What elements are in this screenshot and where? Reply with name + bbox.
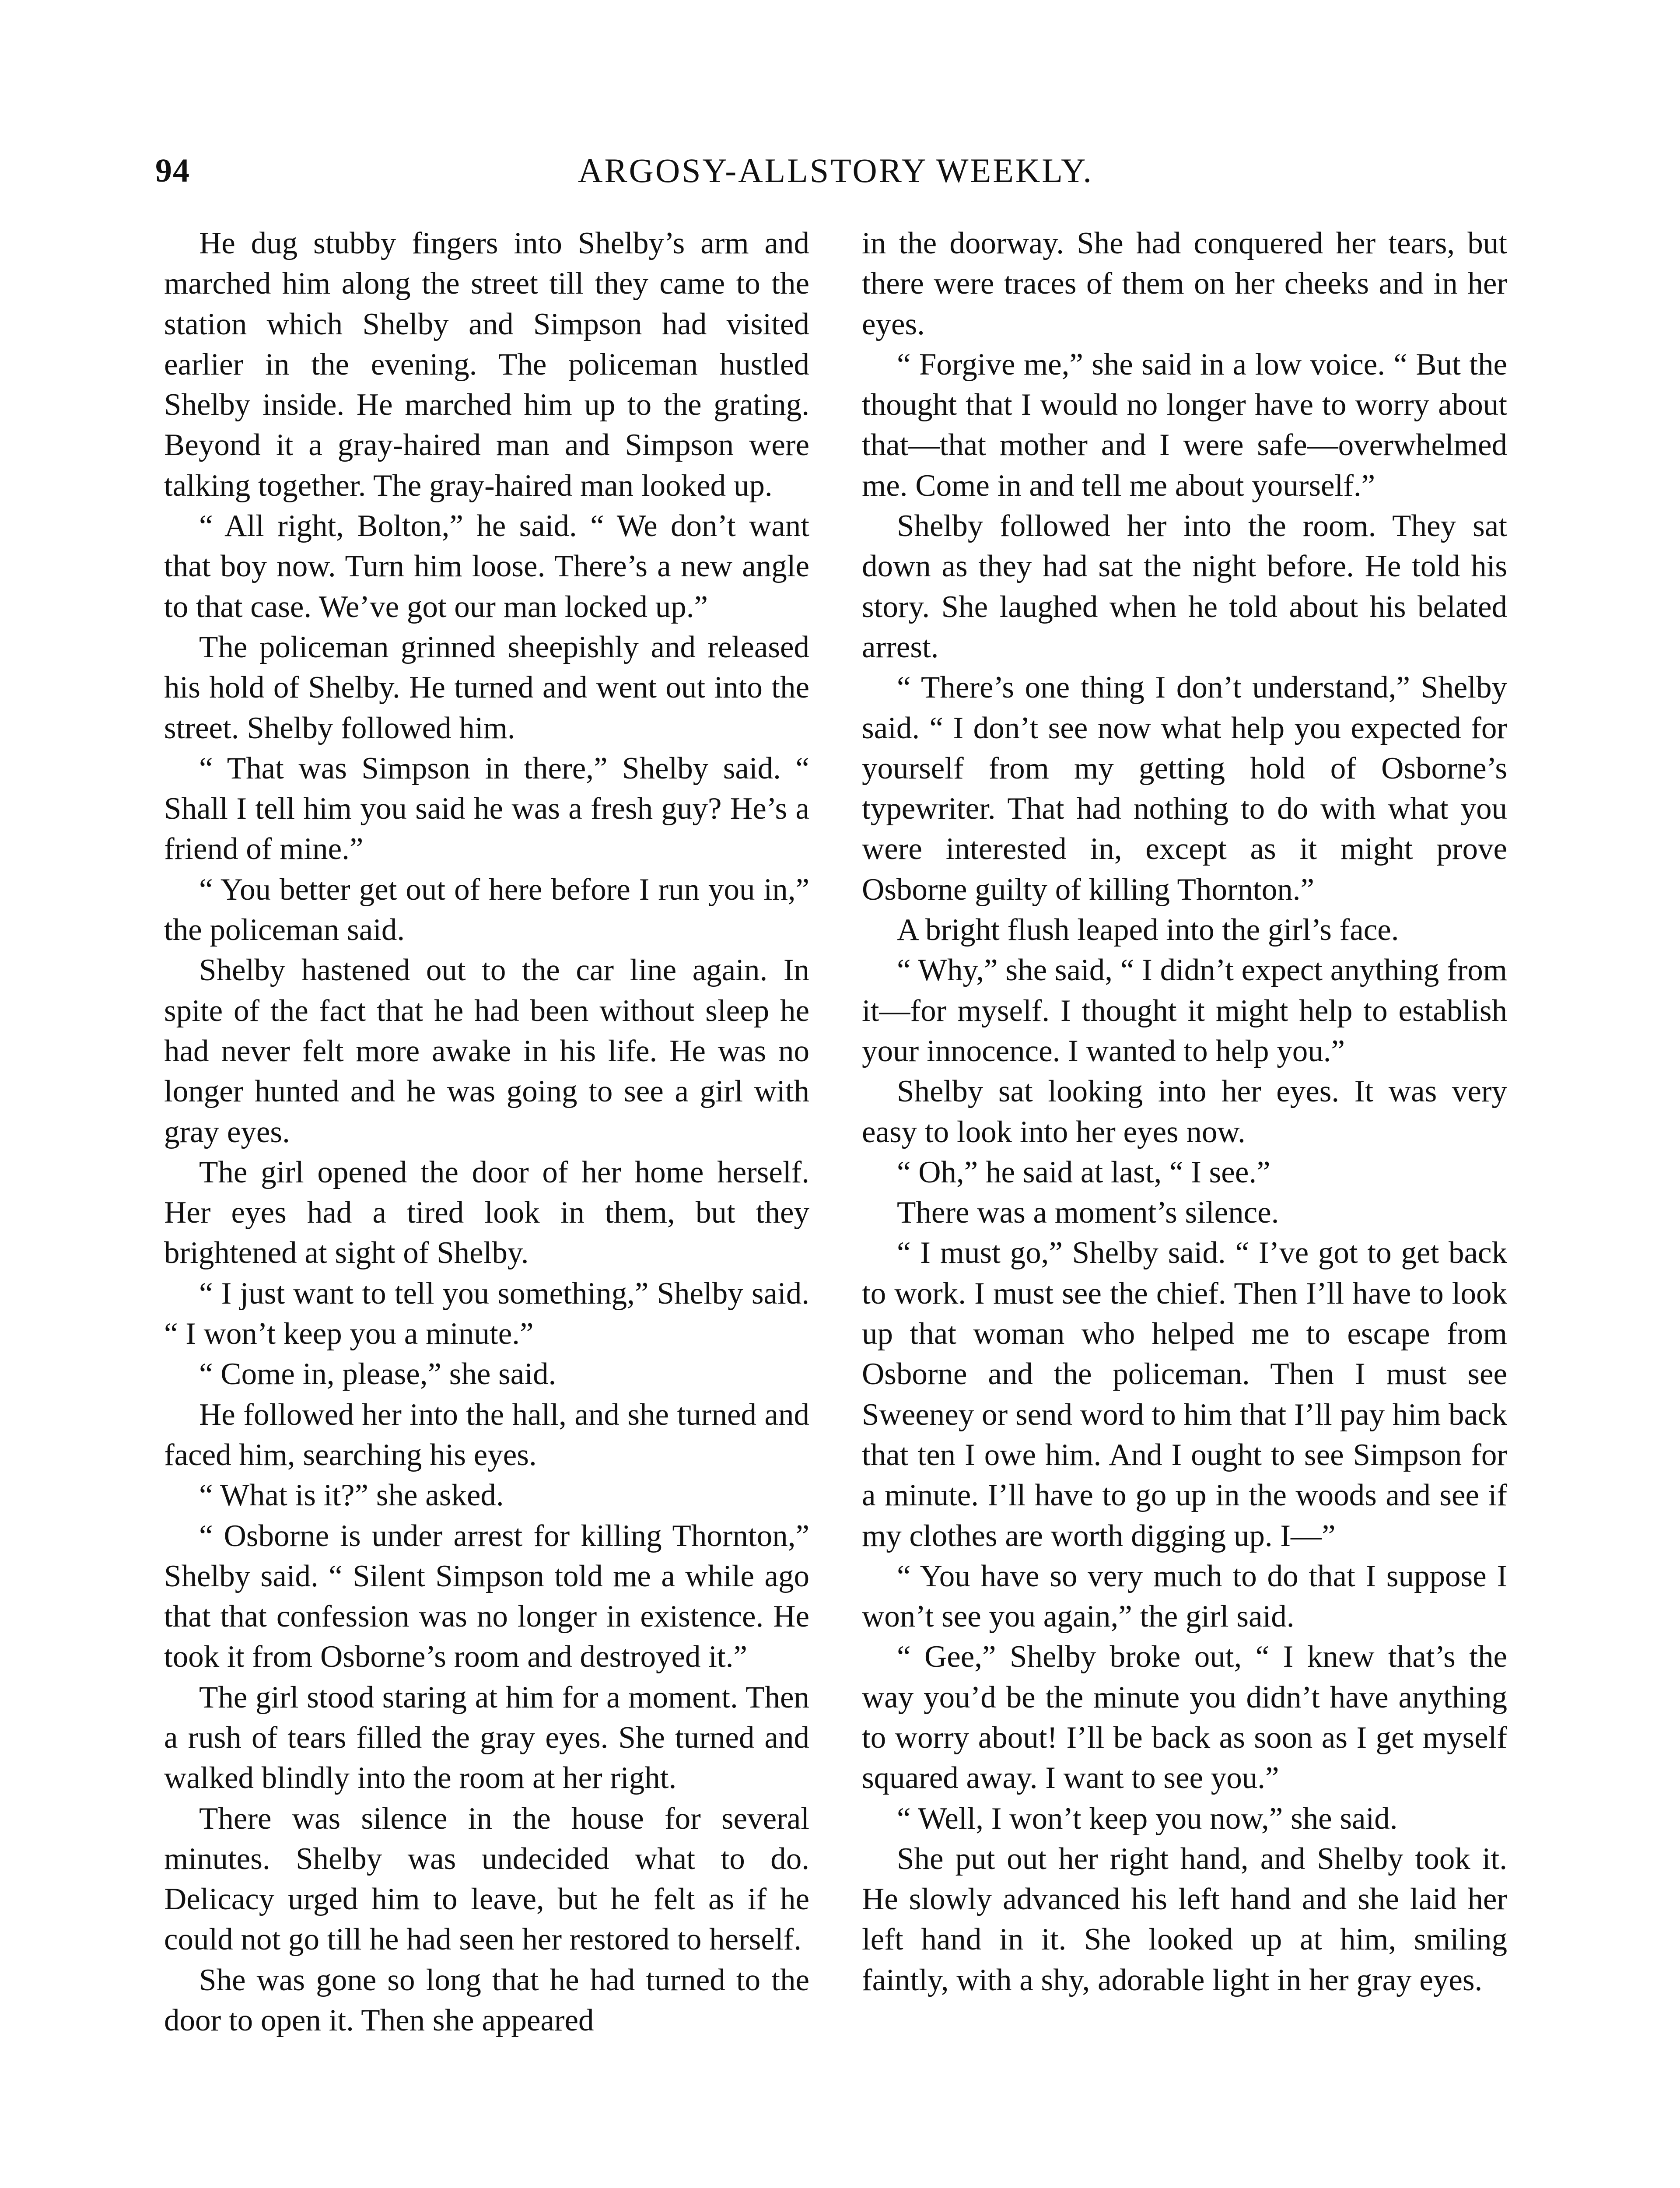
paragraph: “ That was Simpson in there,” Shelby said. “ Shall I tell him you said he was a fresh guy? He’s a friend of mine.” [164, 751, 809, 866]
paragraph: “ You better get out of here before I run you in,” the policeman said. [164, 872, 809, 947]
paragraph: The girl stood staring at him for a moment. Then a rush of tears filled the gray eyes. She turned and walked blindly into the room at her right. [164, 1680, 809, 1795]
paragraph: Shelby sat looking into her eyes. It was very easy to look into her eyes now. [862, 1074, 1507, 1149]
paragraph: A bright flush leaped into the girl’s face. [897, 913, 1399, 947]
paragraph: “ Come in, please,” she said. [199, 1357, 556, 1392]
paragraph: “ Forgive me,” she said in a low voice. “ But the thought that I would no longer have to worry about that—that mother and I were safe—overwhelmed me. Come in and tell me about yourself.” [862, 347, 1507, 503]
paragraph: He followed her into the hall, and she turned and faced him, searching his eyes. [164, 1397, 809, 1472]
paragraph: “ You have so very much to do that I suppose I won’t see you again,” the girl said. [862, 1559, 1507, 1634]
paragraph: Shelby hastened out to the car line again. In spite of the fact that he had been without sleep he had never felt more awake in his life. He was no longer hunted and he was going to see a girl with gray eyes. [164, 953, 809, 1149]
paragraph: “ What is it?” she asked. [199, 1478, 504, 1513]
paragraph: He dug stubby fingers into Shelby’s arm and marched him along the street till they came to the station which Shelby and Simpson had visited earlier in the evening. The policeman hustled Shelby inside. He marched him up to the grating. Beyond it a gray-haired man and Simpson were talking together. The gray-haired man looked up. [164, 226, 809, 503]
right-column [862, 223, 1507, 2188]
paragraph: There was a moment’s silence. [897, 1196, 1279, 1230]
paragraph: Shelby followed her into the room. They sat down as they had sat the night before. He told his story. She laughed when he told about his belated arrest. [862, 509, 1507, 664]
paragraph: There was silence in the house for several minutes. Shelby was undecided what to do. Delicacy urged him to leave, but he felt as if he could not go till he had seen her restored to herself. [164, 1801, 809, 1957]
left-column [164, 223, 809, 2188]
paragraph: “ There’s one thing I don’t understand,” Shelby said. “ I don’t see now what help you expected for yourself from my getting hold of Osborne’s typewriter. That had nothing to do with what you were interested in, except as it might prove Osborne guilty of killing Thornton.” [862, 670, 1507, 907]
page-number: 94 [155, 152, 190, 189]
running-title: ARGOSY-ALLSTORY WEEKLY. [578, 151, 1093, 189]
paragraph: in the doorway. She had conquered her tears, but there were traces of them on her cheeks and in her eyes. [862, 226, 1507, 341]
paragraph: “ Why,” she said, “ I didn’t expect anything from it—for myself. I thought it might help to establish your innocence. I wanted to help you.” [862, 953, 1507, 1068]
paragraph: She put out her right hand, and Shelby took it. He slowly advanced his left hand and she laid her left hand in it. She looked up at him, smiling faintly, with a shy, adorable light in her gray eyes. [862, 1841, 1507, 1997]
paragraph: “ I must go,” Shelby said. “ I’ve got to get back to work. I must see the chief. Then I’ll have to look up that woman who helped me to escape from Osborne and the policeman. Then I must see Sweeney or send word to him that I’ll pay him back that ten I owe him. And I ought to see Simpson for a minute. I’ll have to go up in the woods and see if my clothes are worth digging up. I—” [862, 1236, 1507, 1553]
paragraph: “ I just want to tell you something,” Shelby said. “ I won’t keep you a minute.” [164, 1276, 809, 1351]
text-columns [164, 223, 1507, 2188]
paragraph: She was gone so long that he had turned to the door to open it. Then she appeared [164, 1963, 809, 2038]
paragraph: “ Oh,” he said at last, “ I see.” [897, 1155, 1270, 1189]
paragraph: “ All right, Bolton,” he said. “ We don’t want that boy now. Turn him loose. There’s a new angle to that case. We’ve got our man locked up.” [164, 509, 809, 624]
page-header [155, 147, 1516, 195]
paragraph: The policeman grinned sheepishly and released his hold of Shelby. He turned and went out into the street. Shelby followed him. [164, 630, 809, 745]
paragraph: “ Well, I won’t keep you now,” she said. [897, 1801, 1398, 1836]
paragraph: “ Osborne is under arrest for killing Thornton,” Shelby said. “ Silent Simpson told me a while ago that that confession was no longer in existence. He took it from Osborne’s room and destroyed it.” [164, 1518, 809, 1674]
paragraph: The girl opened the door of her home herself. Her eyes had a tired look in them, but they brightened at sight of Shelby. [164, 1155, 809, 1270]
paragraph: “ Gee,” Shelby broke out, “ I knew that’s the way you’d be the minute you didn’t have anything to worry about! I’ll be back as soon as I get myself squared away. I want to see you.” [862, 1640, 1507, 1795]
